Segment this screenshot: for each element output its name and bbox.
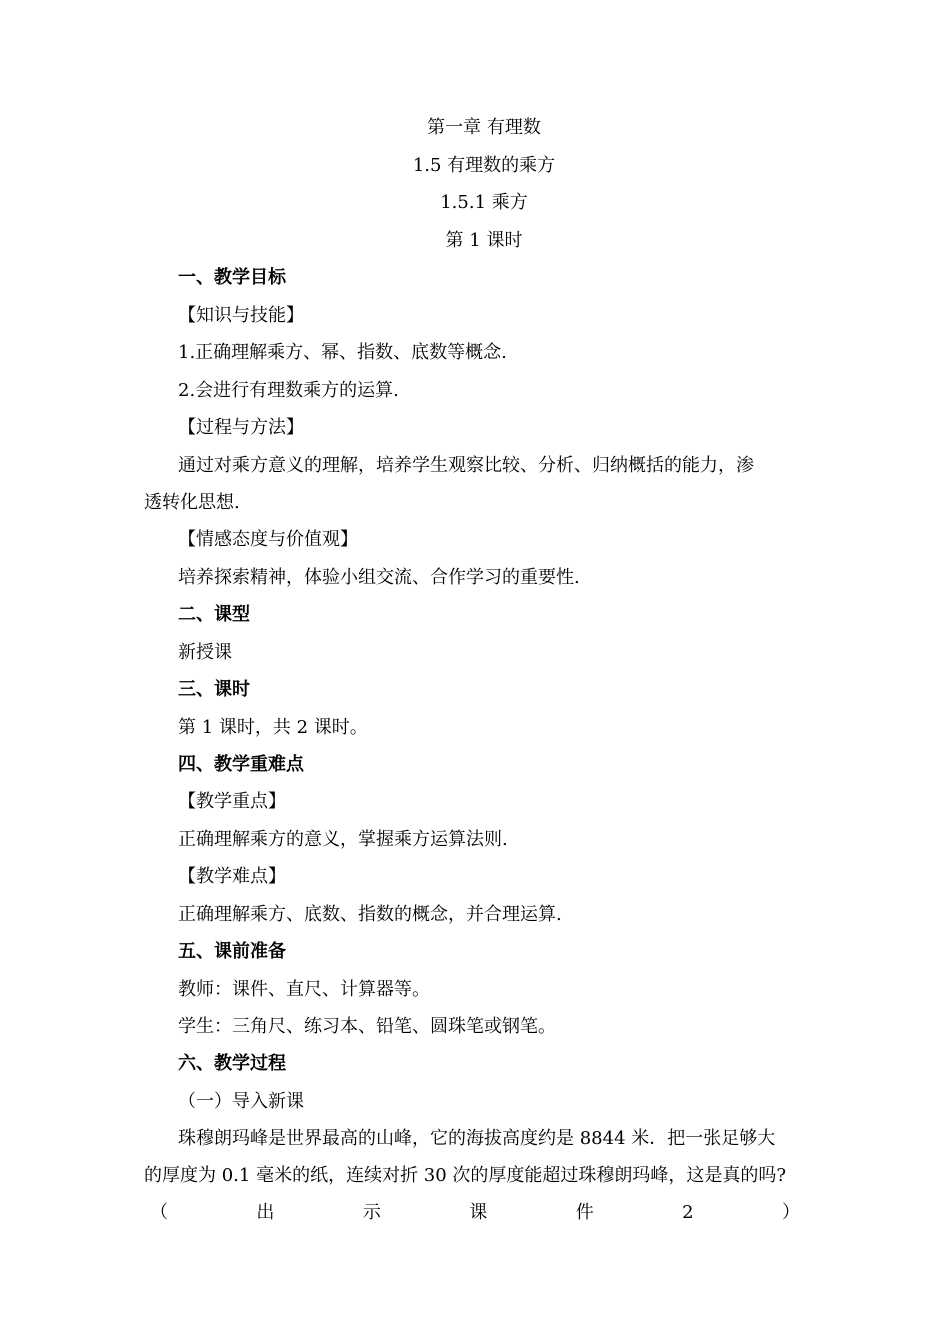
courseware-char: 示 (362, 1202, 381, 1223)
heading-preparation: 五、课前准备 (178, 941, 286, 962)
chapter-title: 第一章 有理数 (427, 117, 541, 138)
subsection-title: 1.5.1 乘方 (440, 192, 528, 213)
key-point-text: 正确理解乘方的意义，掌握乘方运算法则. (178, 829, 508, 850)
label-introduction: （一）导入新课 (178, 1091, 304, 1112)
courseware-char: 课 (469, 1202, 488, 1223)
knowledge-item-1: 1.正确理解乘方、幂、指数、底数等概念. (178, 342, 507, 363)
courseware-char: 件 (575, 1202, 594, 1223)
heading-class-hours: 三、课时 (178, 679, 250, 700)
knowledge-item-2: 2.会进行有理数乘方的运算. (178, 380, 399, 401)
courseware-char: ） (781, 1202, 800, 1223)
lesson-type-text: 新授课 (178, 642, 232, 663)
difficult-point-text: 正确理解乘方、底数、指数的概念，并合理运算. (178, 904, 562, 925)
label-knowledge-skills: 【知识与技能】 (178, 305, 304, 326)
section-title: 1.5 有理数的乘方 (412, 155, 556, 176)
class-hours-text: 第 1 课时，共 2 课时。 (178, 717, 368, 738)
process-text-line-2: 透转化思想. (144, 492, 240, 513)
process-text-line-1: 通过对乘方意义的理解，培养学生观察比较、分析、归纳概括的能力，渗 (178, 455, 754, 476)
label-difficult-point: 【教学难点】 (178, 866, 286, 887)
introduction-text-line-1: 珠穆朗玛峰是世界最高的山峰，它的海拔高度约是 8844 米．把一张足够大 (178, 1128, 776, 1149)
lesson-title: 第 1 课时 (445, 230, 523, 251)
courseware-char: 2 (682, 1202, 694, 1223)
teacher-preparation: 教师：课件、直尺、计算器等。 (178, 979, 430, 1000)
heading-key-difficult-points: 四、教学重难点 (178, 754, 304, 775)
student-preparation: 学生：三角尺、练习本、铅笔、圆珠笔或钢笔。 (178, 1016, 556, 1037)
label-key-point: 【教学重点】 (178, 791, 286, 812)
heading-teaching-objectives: 一、教学目标 (178, 267, 286, 288)
label-emotion-values: 【情感态度与价值观】 (178, 529, 358, 550)
label-process-methods: 【过程与方法】 (178, 417, 304, 438)
heading-teaching-process: 六、教学过程 (178, 1053, 286, 1074)
courseware-char: （ (150, 1202, 168, 1223)
courseware-note (150, 1201, 800, 1225)
emotion-text: 培养探索精神，体验小组交流、合作学习的重要性. (178, 567, 580, 588)
courseware-char: 出 (256, 1202, 275, 1223)
heading-lesson-type: 二、课型 (178, 604, 250, 625)
introduction-text-line-2: 的厚度为 0.1 毫米的纸，连续对折 30 次的厚度能超过珠穆朗玛峰，这是真的吗? (144, 1165, 787, 1186)
